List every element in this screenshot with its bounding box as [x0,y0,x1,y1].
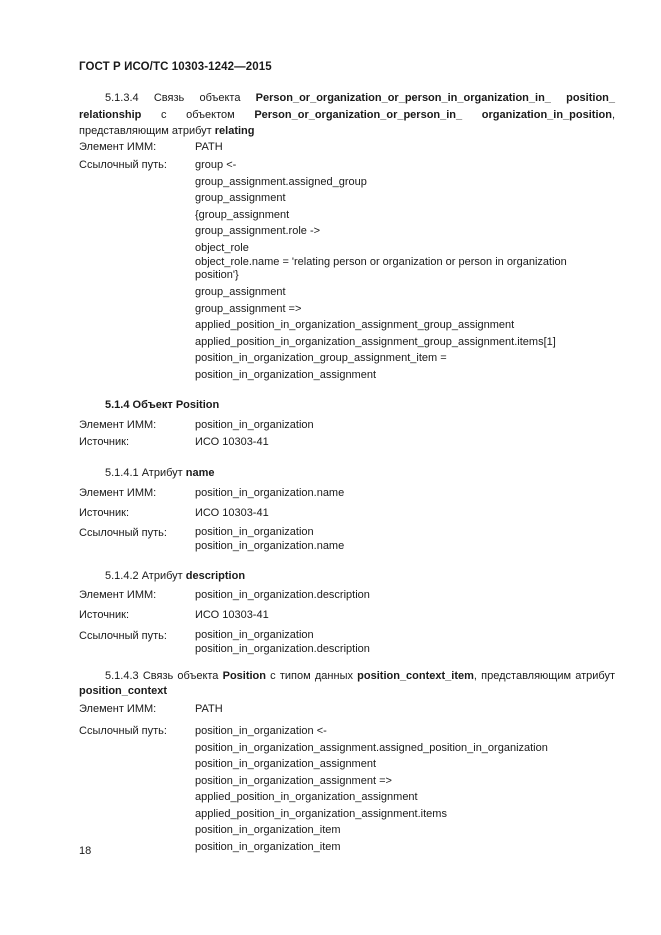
path-line: group_assignment => [195,302,302,315]
document-header: ГОСТ Р ИСО/ТС 10303-1242—2015 [79,61,272,73]
path-line: object_role [195,241,249,254]
path-line: position_in_organization_group_assignment_item = [195,352,447,364]
imm-value: PATH [195,141,223,153]
imm-label: Элемент ИММ: [79,703,157,715]
section-5-1-4-2-heading: 5.1.4.2 Атрибут description [105,570,246,582]
path-line: {group_assignment [195,208,290,221]
source-label: Источник: [79,609,130,621]
path-line: position_in_organization.name [195,540,345,552]
path-line: group_assignment [195,192,286,204]
path-line: position_in_organization_assignment [195,758,377,770]
imm-label: Элемент ИММ: [79,419,157,431]
source-value: ИСО 10303-41 [195,609,269,621]
imm-value: position_in_organization [195,419,314,431]
reference-path [195,628,370,656]
source-value: ИСО 10303-41 [195,507,269,519]
path-line: position_in_organization_item [195,840,341,853]
path-line: applied_position_in_organization_assignment.items [195,807,447,820]
path-line: position_in_organization_assignment.assigned_position_in_organization [195,741,548,754]
section-5-1-4-heading: 5.1.4 Объект Position [105,399,220,411]
path-line: group_assignment.assigned_group [195,175,367,188]
imm-label: Элемент ИММ: [79,487,157,499]
source-value: ИСО 10303-41 [195,436,269,448]
path-label: Ссылочный путь: [79,159,167,171]
path-line: group <- [195,159,237,171]
path-line: position_in_organization_assignment [195,368,377,381]
page-number: 18 [79,845,92,857]
path-line: position_in_organization <- [195,725,327,737]
reference-path [195,525,344,553]
section-5-1-4-1-heading: 5.1.4.1 Атрибут name [105,467,215,479]
imm-value: position_in_organization.name [195,487,345,499]
imm-label: Элемент ИММ: [79,141,157,153]
path-line: applied_position_in_organization_assignment_group_assignment [195,319,515,331]
path-line: position_in_organization_assignment => [195,774,392,787]
source-label: Источник: [79,436,130,448]
path-line: applied_position_in_organization_assignment_group_assignment.items[1] [195,335,556,348]
path-line: group_assignment.role -> [195,225,321,237]
path-label: Ссылочный путь: [79,725,167,737]
path-line: position_in_organization [195,526,314,538]
path-line: applied_position_in_organization_assignment [195,791,418,803]
path-line: object_role.name = 'relating person or organization or person in organization position'} [195,256,567,281]
imm-label: Элемент ИММ: [79,589,157,601]
path-line: position_in_organization.description [195,643,370,655]
section-5-1-4-3-heading: 5.1.4.3 Связь объекта Position с типом данных position_context_item, представляющим атрибут position_context [79,670,615,697]
path-line: group_assignment [195,286,286,298]
section-5-1-3-4-heading: 5.1.3.4 Связь объекта Person_or_organization_or_person_in_organization_in_ position_ relationship с объектом Person_or_organization_or_person_in_ organization_in_position, представляющим атрибут relating [79,92,616,137]
reference-path [195,157,595,383]
imm-value: position_in_organization.description [195,589,370,601]
source-label: Источник: [79,507,130,519]
path-label: Ссылочный путь: [79,630,167,642]
imm-value: PATH [195,703,223,715]
reference-path [195,723,548,855]
path-line: position_in_organization_item [195,824,341,836]
section-number: 5.1.3.4 [105,92,139,104]
path-line: position_in_organization [195,629,314,641]
path-label: Ссылочный путь: [79,527,167,539]
